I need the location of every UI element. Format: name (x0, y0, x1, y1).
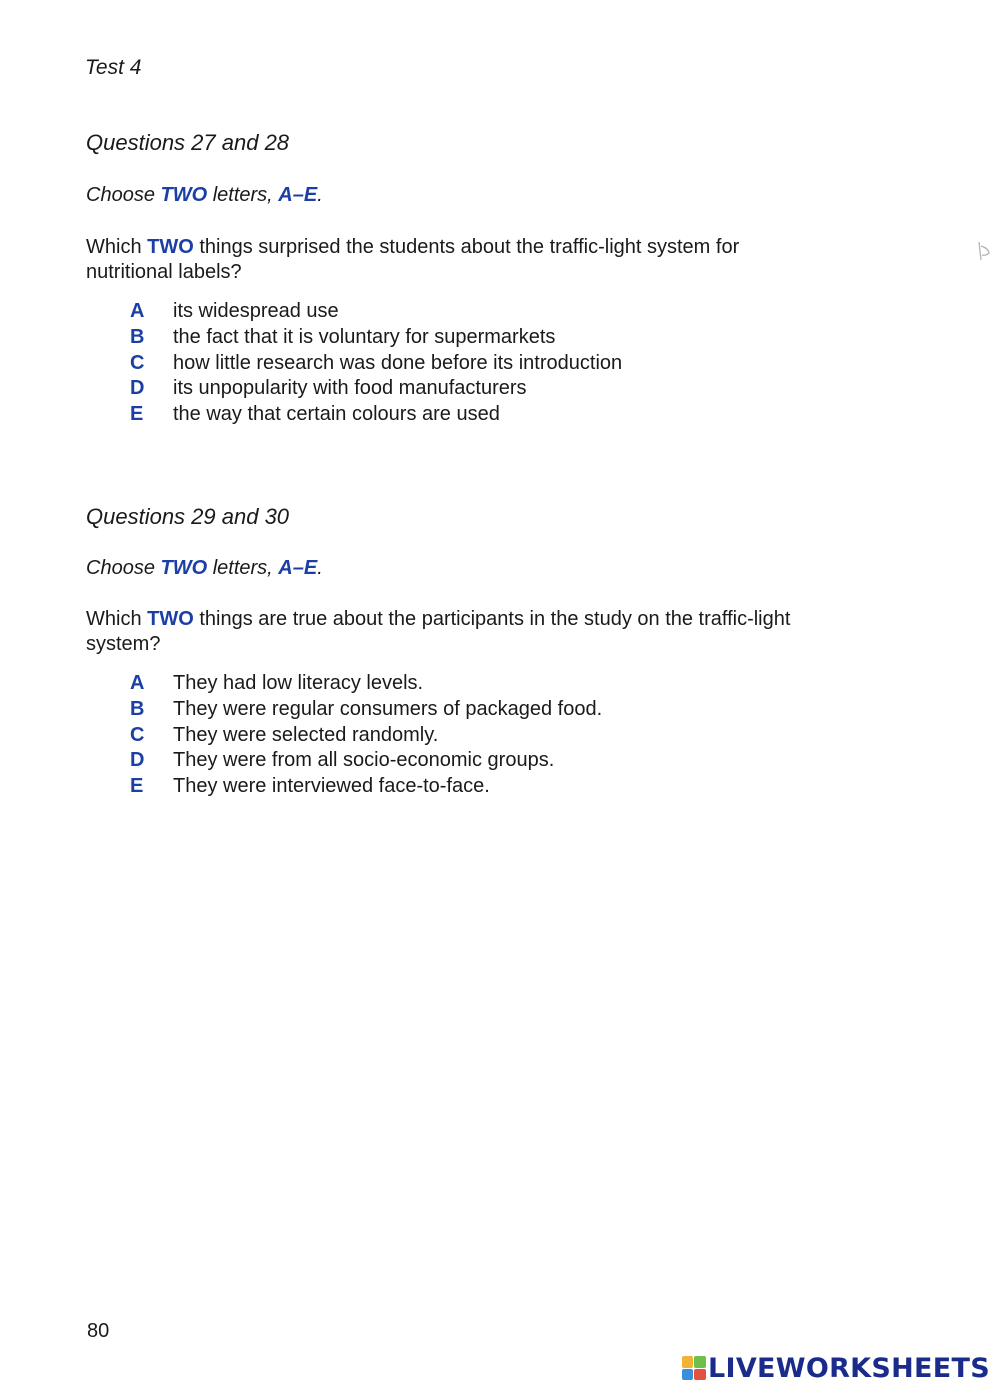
option-text: They were regular consumers of packaged food. (173, 697, 603, 720)
instruction-middle: letters, (207, 184, 279, 206)
question-line-1-rest: things surprised the students about the traffic-light system for (193, 236, 740, 258)
option-text: the way that certain colours are used (173, 403, 500, 426)
margin-pencil-mark-icon (976, 240, 992, 262)
section-title-29-30: Questions 29 and 30 (86, 504, 290, 529)
option-letter: C (130, 723, 145, 746)
option-letter: A (130, 300, 145, 322)
question-prefix: Which (86, 608, 148, 630)
logo-square-2 (694, 1356, 706, 1368)
option-letter: B (130, 697, 145, 720)
question-29-30 (86, 607, 806, 657)
instruction-suffix: . (317, 184, 323, 206)
option-letter: A (130, 672, 145, 694)
instruction-29-30 (86, 557, 323, 580)
liveworksheets-brand[interactable] (682, 1351, 990, 1385)
instruction-prefix: Choose (86, 184, 161, 206)
options-list-27-28 (130, 299, 622, 428)
question-27-28 (86, 235, 806, 285)
instruction-emph-range: A–E (278, 184, 318, 206)
option-text: its unpopularity with food manufacturers (173, 377, 527, 400)
option-text: its widespread use (173, 300, 339, 322)
question-line-2: system? (86, 633, 161, 655)
liveworksheets-logo-icon (682, 1356, 706, 1380)
option-text: how little research was done before its introduction (173, 351, 623, 374)
option-e[interactable] (130, 402, 622, 428)
option-d[interactable] (130, 748, 602, 774)
option-c[interactable] (130, 723, 602, 749)
instruction-emph-range: A–E (278, 557, 318, 579)
option-b[interactable] (130, 697, 602, 723)
instruction-emph-two: TWO (160, 557, 208, 579)
option-letter: D (130, 749, 145, 772)
option-letter: D (130, 377, 145, 400)
instruction-middle: letters, (207, 557, 279, 579)
instruction-prefix: Choose (86, 557, 161, 579)
option-text: the fact that it is voluntary for supermarkets (173, 325, 556, 348)
option-text: They were selected randomly. (173, 723, 439, 746)
option-d[interactable] (130, 376, 622, 402)
option-c[interactable] (130, 351, 622, 377)
question-line-2: nutritional labels? (86, 261, 242, 283)
brand-name: LIVEWORKSHEETS (707, 1352, 990, 1384)
question-emph-two: TWO (147, 236, 194, 258)
option-letter: B (130, 325, 145, 348)
question-emph-two: TWO (147, 608, 194, 630)
instruction-suffix: . (317, 557, 323, 579)
section-title-27-28: Questions 27 and 28 (86, 130, 290, 155)
margin-mark-svg (976, 240, 992, 262)
option-text: They were interviewed face-to-face. (173, 775, 490, 798)
option-text: They had low literacy levels. (173, 672, 424, 694)
page-header: Test 4 (85, 56, 142, 79)
question-line-1 (86, 607, 806, 632)
question-line-1-rest: things are true about the participants in the study on the traffic-light (193, 608, 791, 630)
page-number: 80 (87, 1320, 110, 1342)
question-prefix: Which (86, 236, 148, 258)
option-e[interactable] (130, 774, 602, 800)
options-list-29-30 (130, 671, 602, 800)
option-a[interactable] (130, 671, 602, 697)
question-line-1 (86, 235, 806, 260)
option-text: They were from all socio-economic groups. (173, 749, 555, 772)
option-letter: C (130, 351, 145, 374)
option-letter: E (130, 403, 144, 426)
instruction-27-28 (86, 184, 323, 207)
option-a[interactable] (130, 299, 622, 325)
instruction-emph-two: TWO (160, 184, 208, 206)
option-b[interactable] (130, 325, 622, 351)
logo-square-3 (682, 1369, 694, 1381)
logo-square-4 (694, 1369, 706, 1381)
logo-square-1 (682, 1356, 694, 1368)
option-letter: E (130, 775, 144, 798)
